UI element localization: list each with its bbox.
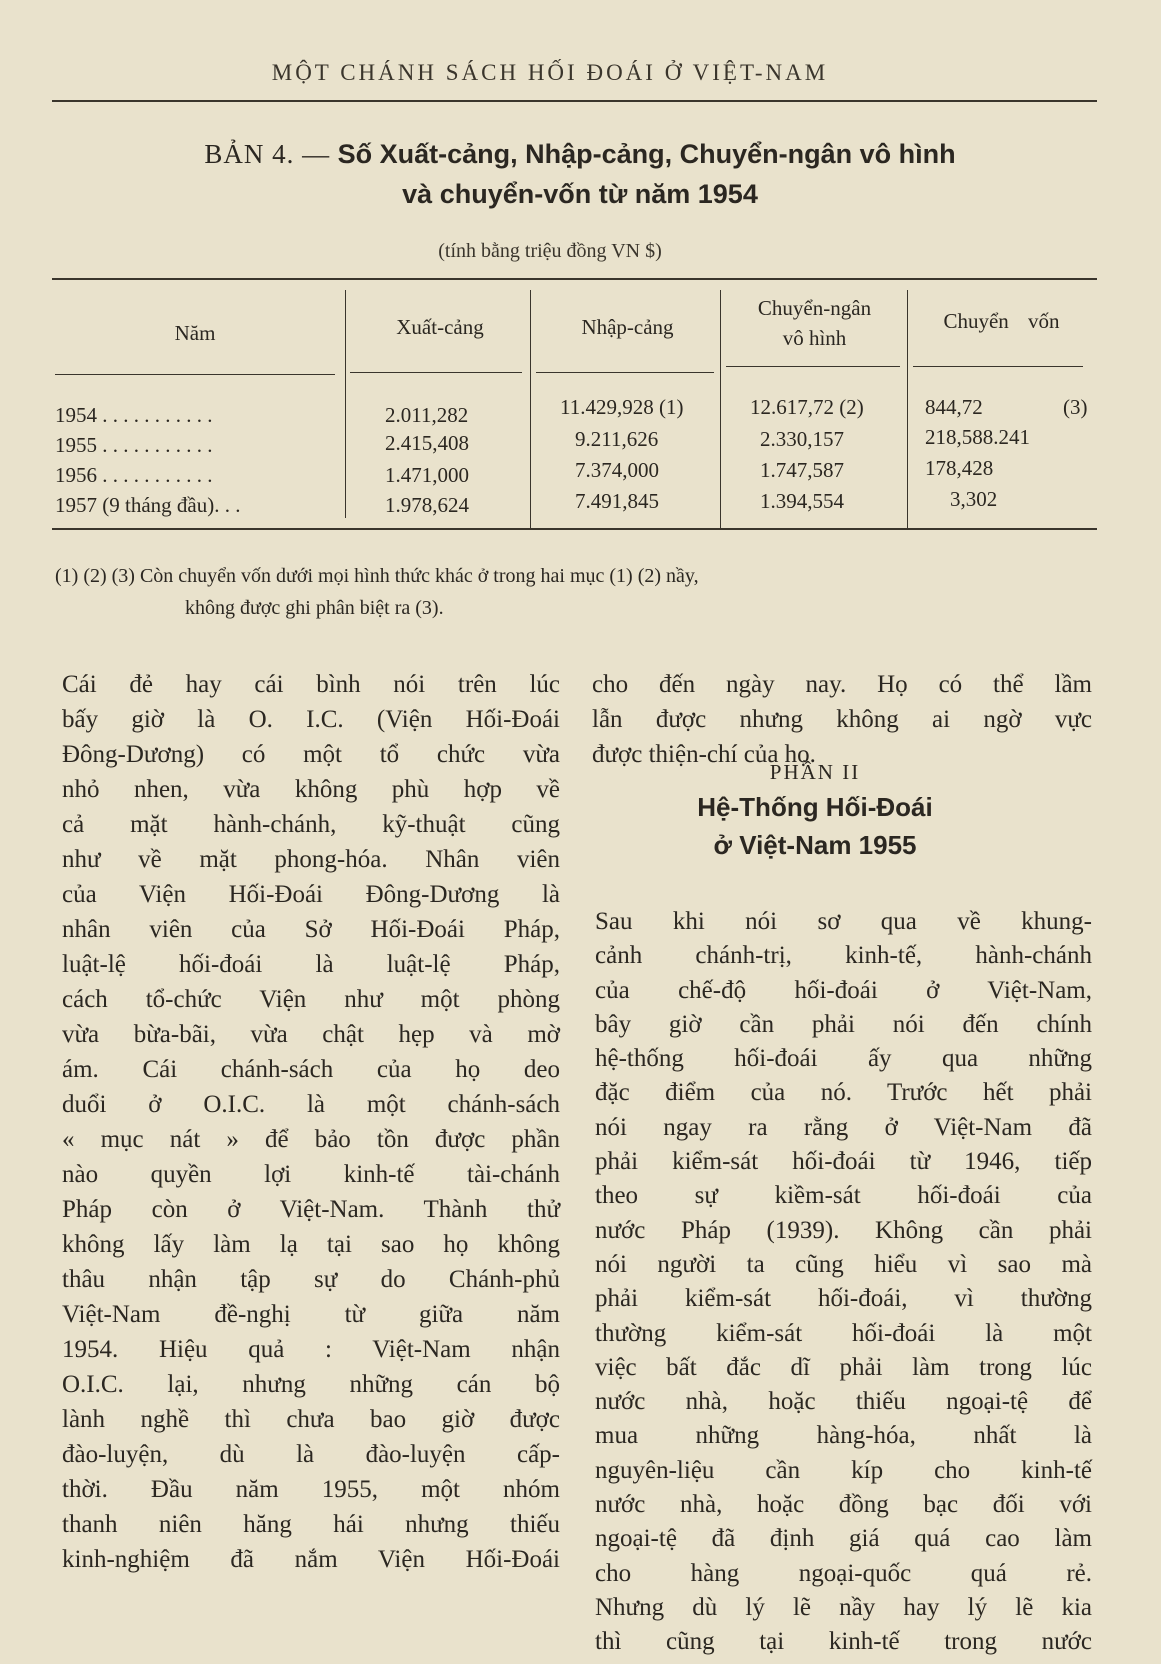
- section-title: [590, 788, 1040, 864]
- text-line: thời. Đầu năm 1955, một nhóm: [62, 1476, 560, 1503]
- column-separator: [345, 290, 346, 518]
- text-line: không lấy làm lạ tại sao họ không: [62, 1231, 560, 1258]
- text-line: bấy giờ là O. I.C. (Viện Hối-Đoái: [62, 706, 560, 733]
- cell-transfer: 2.330,157: [760, 427, 844, 451]
- footnote-line1: (1) (2) (3) Còn chuyển vốn dưới mọi hình thức khác ở trong hai mục (1) (2) nầy,: [55, 565, 699, 587]
- text-line: đào-luyện, dù là đào-luyện cấp-: [62, 1441, 560, 1468]
- text-line: kinh-nghiệm đã nắm Viện Hối-Đoái: [62, 1546, 560, 1573]
- header-underline: [536, 372, 714, 373]
- text-line: cảnh chánh-trị, kinh-tế, hành-chánh: [595, 942, 1092, 970]
- cell-capital: 178,428: [925, 456, 994, 480]
- table-top-rule: [52, 278, 1097, 280]
- text-line: lẫn được nhưng không ai ngờ vực: [592, 706, 1092, 733]
- cell-transfer: 1.394,554: [760, 489, 844, 513]
- cell-import: 11.429,928 (1): [560, 395, 684, 419]
- header-transfer-line2: vô hình: [782, 326, 847, 350]
- cell-capital: 3,302: [950, 487, 998, 511]
- text-line: cho hàng ngoại-quốc quá rẻ.: [595, 1559, 1092, 1587]
- text-line: « mục nát » để bảo tồn được phần: [62, 1126, 560, 1153]
- row-year: 1955 . . . . . . . . . . .: [55, 433, 213, 457]
- text-line: thì cũng tại kinh-tế trong nước: [595, 1628, 1092, 1656]
- cell-capital-note: (3): [1063, 395, 1088, 419]
- row-year: 1957 (9 tháng đầu). . .: [55, 493, 241, 517]
- row-year: 1956 . . . . . . . . . . .: [55, 463, 213, 487]
- text-line: cho đến ngày nay. Họ có thể lầm: [592, 671, 1092, 698]
- text-line: việc bất đắc dĩ phải làm trong lúc: [595, 1353, 1092, 1381]
- text-line: nhân viên của Sở Hối-Đoái Pháp,: [62, 916, 560, 943]
- text-line: theo sự kiềm-sát hối-đoái của: [595, 1182, 1092, 1210]
- text-line: Sau khi nói sơ qua về khung-: [595, 908, 1092, 935]
- cell-import: 7.374,000: [575, 458, 659, 482]
- cell-export: 2.415,408: [385, 431, 469, 455]
- header-underline: [350, 372, 522, 373]
- text-line: hệ-thống hối-đoái ấy qua những: [595, 1045, 1092, 1073]
- running-header: MỘT CHÁNH SÁCH HỐI ĐOÁI Ở VIỆT-NAM: [271, 60, 829, 85]
- section-title-line2: ở Việt-Nam 1955: [713, 830, 917, 860]
- header-capital: Chuyển vốn: [943, 309, 1060, 333]
- cell-import: 9.211,626: [575, 427, 659, 451]
- body-right-column-top: [592, 667, 1092, 772]
- column-separator: [907, 290, 908, 530]
- header-underline: [55, 374, 335, 375]
- text-line: ngoại-tệ đã định giá quá cao làm: [595, 1525, 1092, 1553]
- column-separator: [530, 290, 531, 530]
- header-import: Nhập-cảng: [581, 315, 674, 339]
- text-line: thường kiểm-sát hối-đoái là một: [595, 1319, 1092, 1347]
- text-line: nước nhà, hoặc đồng bạc đối với: [595, 1491, 1092, 1519]
- text-line: luật-lệ hối-đoái là luật-lệ Pháp,: [62, 951, 560, 978]
- text-line: lành nghề thì chưa bao giờ được: [62, 1406, 560, 1433]
- header-rule: [52, 100, 1097, 102]
- header-export: Xuất-cảng: [396, 315, 484, 339]
- column-separator: [720, 290, 721, 530]
- text-line: O.I.C. lại, nhưng những cán bộ: [62, 1371, 560, 1398]
- text-line: phải kiểm-sát hối-đoái, vì thường: [595, 1285, 1092, 1313]
- footnote-line2: không được ghi phân biệt ra (3).: [185, 597, 444, 619]
- text-line: phải kiểm-sát hối-đoái từ 1946, tiếp: [595, 1148, 1092, 1176]
- text-line: như về mặt phong-hóa. Nhân viên: [62, 846, 560, 873]
- cell-transfer: 12.617,72 (2): [750, 395, 864, 419]
- row-year: 1954 . . . . . . . . . . .: [55, 403, 213, 427]
- text-line: được thiện-chí của họ.: [592, 741, 816, 768]
- table-bottom-rule: [52, 528, 1097, 530]
- header-year: Năm: [174, 321, 216, 345]
- header-transfer: [722, 293, 907, 353]
- text-line: nguyên-liệu cần kíp cho kinh-tế: [595, 1456, 1092, 1484]
- cell-capital: 844,72: [925, 395, 983, 419]
- body-right-column: [595, 905, 1092, 1660]
- cell-export: 1.978,624: [385, 493, 469, 517]
- part-label: PHẦN II: [769, 760, 861, 784]
- text-line: Pháp còn ở Việt-Nam. Thành thử: [62, 1196, 560, 1223]
- table-label: BẢN 4. —: [204, 139, 331, 169]
- table-title-line2: và chuyển-vốn từ năm 1954: [402, 179, 758, 209]
- text-line: ám. Cái chánh-sách của họ deo: [62, 1056, 560, 1083]
- header-underline: [726, 366, 900, 367]
- text-line: thâu nhận tập sự do Chánh-phủ: [62, 1266, 560, 1293]
- text-line: bây giờ cần phải nói đến chính: [595, 1010, 1092, 1038]
- text-line: cả mặt hành-chánh, kỹ-thuật cũng: [62, 811, 560, 838]
- cell-capital: 218,588.241: [925, 425, 1030, 449]
- text-line: duổi ở O.I.C. là một chánh-sách: [62, 1091, 560, 1118]
- text-line: Việt-Nam đề-nghị từ giữa năm: [62, 1301, 560, 1328]
- header-transfer-line1: Chuyển-ngân: [757, 296, 872, 320]
- table-footnote: [55, 560, 1095, 624]
- text-line: Đông-Dương) có một tổ chức vừa: [62, 741, 560, 768]
- text-line: nào quyền lợi kinh-tế tài-chánh: [62, 1161, 560, 1188]
- text-line: nước Pháp (1939). Không cần phải: [595, 1216, 1092, 1244]
- cell-transfer: 1.747,587: [760, 458, 844, 482]
- text-line: thanh niên hăng hái nhưng thiếu: [62, 1511, 560, 1538]
- table-unit: (tính bằng triệu đồng VN $): [438, 240, 662, 262]
- cell-export: 2.011,282: [385, 403, 469, 427]
- cell-import: 7.491,845: [575, 489, 659, 513]
- cell-export: 1.471,000: [385, 463, 469, 487]
- table-title: [90, 134, 1070, 214]
- text-line: nói ngay ra rằng ở Việt-Nam đã: [595, 1113, 1092, 1141]
- text-line: nước nhà, hoặc thiếu ngoại-tệ để: [595, 1388, 1092, 1416]
- text-line: vừa bừa-bãi, vừa chật hẹp và mờ: [62, 1021, 560, 1048]
- table-title-line1: Số Xuất-cảng, Nhập-cảng, Chuyển-ngân vô hình: [337, 139, 956, 169]
- text-line: của chế-độ hối-đoái ở Việt-Nam,: [595, 976, 1092, 1004]
- section-title-line1: Hệ-Thống Hối-Đoái: [697, 792, 933, 822]
- text-line: cách tổ-chức Viện như một phòng: [62, 986, 560, 1013]
- text-line: mua những hàng-hóa, nhất là: [595, 1422, 1092, 1450]
- text-line: nói người ta cũng hiểu vì sao mà: [595, 1250, 1092, 1278]
- text-line: 1954. Hiệu quả : Việt-Nam nhận: [62, 1336, 560, 1363]
- header-underline: [913, 366, 1083, 367]
- text-line: Cái đẻ hay cái bình nói trên lúc: [62, 671, 560, 698]
- text-line: của Viện Hối-Đoái Đông-Dương là: [62, 881, 560, 908]
- text-line: nhỏ nhen, vừa không phù hợp về: [62, 776, 560, 803]
- text-line: đặc điểm của nó. Trước hết phải: [595, 1079, 1092, 1107]
- body-left-column: [62, 667, 560, 1577]
- text-line: Nhưng dù lý lẽ nầy hay lý lẽ kia: [595, 1593, 1092, 1621]
